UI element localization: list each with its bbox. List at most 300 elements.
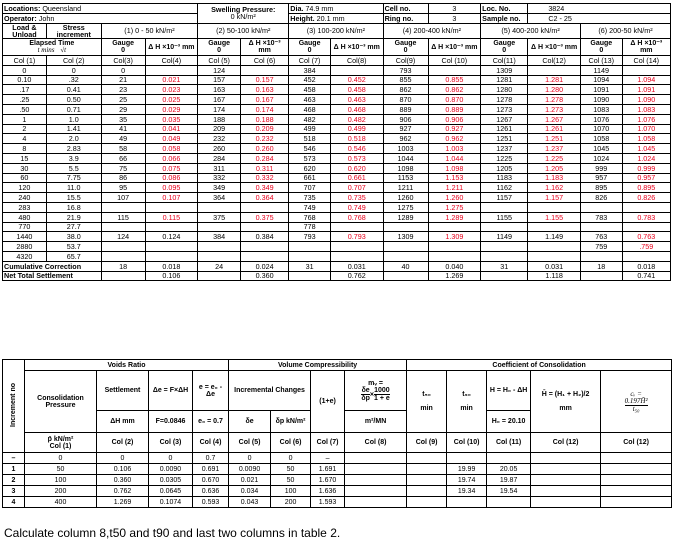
reading-cell: 1.237: [528, 144, 581, 154]
cumulative-cell: 0.018: [622, 261, 670, 271]
reading-cell: 1.267: [528, 114, 581, 124]
reading-cell: 163: [198, 85, 241, 95]
t2-col-number-7: Col (7): [311, 433, 345, 453]
cumulative-cell: 24: [198, 261, 241, 271]
reading-row: [3, 242, 671, 252]
e0-value: e₀ = 0.7: [193, 411, 229, 433]
reading-cell: 1.275: [428, 202, 481, 212]
reading-cell: [383, 222, 428, 232]
t2-cell: 100: [25, 475, 97, 486]
reading-cell: [383, 251, 428, 261]
reading-cell: [481, 242, 528, 252]
reading-cell: 35: [101, 114, 145, 124]
net-settlement-cell: 1.118: [528, 271, 581, 281]
col-number-14: Col (14): [622, 56, 670, 66]
reading-cell: 66: [101, 153, 145, 163]
reading-cell: [330, 222, 383, 232]
reading-cell: 0.035: [145, 114, 198, 124]
reading-row: [3, 104, 671, 114]
load-unload-label: Load & Unload: [3, 23, 47, 38]
reading-cell: [330, 251, 383, 261]
reading-cell: 1024: [580, 153, 622, 163]
reading-row: [3, 65, 671, 75]
reading-cell: 0.895: [622, 183, 670, 193]
reading-cell: 1.024: [622, 153, 670, 163]
reading-cell: 463: [289, 95, 331, 105]
reading-cell: 284: [198, 153, 241, 163]
reading-cell: 546: [289, 144, 331, 154]
t2-cell: [407, 453, 447, 464]
t2-cell: [531, 464, 601, 475]
reading-cell: 0.260: [241, 144, 289, 154]
reading-cell: 0.124: [145, 232, 198, 242]
cumulative-cell: 0.040: [428, 261, 481, 271]
reading-cell: [101, 222, 145, 232]
h-header: H = H₀ - ΔH: [487, 371, 531, 411]
reading-cell: 1.278: [528, 95, 581, 105]
dh-header-2: Δ H ×10⁻³ mm: [241, 39, 289, 56]
dh-header-1: Δ H ×10⁻³ mm: [145, 39, 198, 56]
p-unit-header: p̄ kN/m² Col (1): [25, 433, 97, 453]
reading-cell: 1045: [580, 144, 622, 154]
reading-cell: 21: [101, 75, 145, 85]
t2-cell: 1.269: [97, 497, 149, 508]
t2-cell: 0.034: [229, 486, 271, 497]
reading-cell: [481, 222, 528, 232]
reading-row: [3, 144, 671, 154]
t2-cell: [407, 475, 447, 486]
loc-no-label: Loc. No.: [481, 4, 528, 14]
reading-cell: 0.661: [330, 173, 383, 183]
reading-cell: 0.066: [145, 153, 198, 163]
reading-cell: [145, 242, 198, 252]
reading-row: [3, 222, 671, 232]
reading-cell: 1205: [481, 163, 528, 173]
t2-cell: 0.021: [229, 475, 271, 486]
t2-cell: 0.0645: [149, 486, 193, 497]
reading-cell: 0.862: [428, 85, 481, 95]
reading-cell: 661: [289, 173, 331, 183]
reading-cell: 1183: [481, 173, 528, 183]
reading-cell: 0.855: [428, 75, 481, 85]
col-number-2: Col (2): [46, 56, 101, 66]
reading-cell: 855: [383, 75, 428, 85]
t2-cell: [345, 486, 407, 497]
reading-cell: 29: [101, 104, 145, 114]
reading-row: [3, 193, 671, 203]
col-number-9: Col(9): [383, 56, 428, 66]
reading-cell: 1275: [383, 202, 428, 212]
net-settlement-cell: 0.762: [330, 271, 383, 281]
reading-cell: 107: [101, 193, 145, 203]
t2-cell: 0.636: [193, 486, 229, 497]
reading-cell: 0.468: [330, 104, 383, 114]
cv1-header: cᵥ = $\frac{\text{0.197H̄²}}{\text{t₅₀}}$: [601, 371, 672, 433]
reading-cell: 2.0: [46, 134, 101, 144]
reading-cell: 0.10: [3, 75, 47, 85]
reading-row: [3, 232, 671, 242]
reading-cell: [580, 222, 622, 232]
reading-cell: 167: [198, 95, 241, 105]
reading-cell: 0.906: [428, 114, 481, 124]
t2-cell: 0.0090: [229, 464, 271, 475]
reading-cell: 1.205: [528, 163, 581, 173]
reading-cell: 962: [383, 134, 428, 144]
reading-cell: 8: [3, 144, 47, 154]
reading-cell: 0.174: [241, 104, 289, 114]
reading-cell: 0.232: [241, 134, 289, 144]
reading-cell: [101, 202, 145, 212]
one-plus-e-header: (1+e): [311, 371, 345, 433]
reading-cell: 1251: [481, 134, 528, 144]
reading-cell: 1289: [383, 212, 428, 222]
reading-cell: 0.452: [330, 75, 383, 85]
t2-cell: 0: [271, 453, 311, 464]
reading-cell: 0.021: [145, 75, 198, 85]
t2-cell: 0.670: [193, 475, 229, 486]
reading-cell: 1.162: [528, 183, 581, 193]
reading-cell: [428, 251, 481, 261]
t2-cell: 200: [271, 497, 311, 508]
cumulative-correction-row: [3, 261, 671, 271]
t2-cell: [531, 475, 601, 486]
reading-cell: [428, 65, 481, 75]
reading-cell: 0.157: [241, 75, 289, 85]
t2-col-number-11: Col (11): [487, 433, 531, 453]
reading-row: [3, 202, 671, 212]
dh-header-5: Δ H ×10⁻³ mm: [528, 39, 581, 56]
reading-cell: 0.095: [145, 183, 198, 193]
reading-cell: 0.962: [428, 134, 481, 144]
reading-row: [3, 153, 671, 163]
reading-cell: [289, 242, 331, 252]
reading-row: [3, 251, 671, 261]
coefficient-consolidation-header: Coefficient of Consolidation: [407, 360, 672, 371]
dh-mm-header: ΔH mm: [97, 411, 149, 433]
t2-cell: 20.05: [487, 464, 531, 475]
reading-cell: 1058: [580, 134, 622, 144]
reading-cell: 1.280: [528, 85, 581, 95]
cumulative-cell: 0.018: [145, 261, 198, 271]
t2-cell: 0.0090: [149, 464, 193, 475]
reading-cell: 1.149: [528, 232, 581, 242]
reading-cell: [580, 251, 622, 261]
t2-cell: 4: [3, 497, 25, 508]
reading-cell: .50: [3, 104, 47, 114]
volume-compressibility-header: Volume Compressibility: [229, 360, 407, 371]
reading-cell: 1.309: [428, 232, 481, 242]
reading-cell: 793: [383, 65, 428, 75]
t2-cell: 19.74: [447, 475, 487, 486]
col-number-7: Col (7): [289, 56, 331, 66]
t2-cell: [601, 464, 672, 475]
col-number-1: Col (1): [3, 56, 47, 66]
t2-cell: –: [3, 453, 25, 464]
net-blank-cell: [198, 271, 241, 281]
reading-cell: 0.075: [145, 163, 198, 173]
t2-cell: [345, 497, 407, 508]
reading-cell: [145, 65, 198, 75]
reading-cell: [622, 202, 670, 212]
t2-cell: 0.691: [193, 464, 229, 475]
reading-cell: 1273: [481, 104, 528, 114]
reading-cell: [241, 222, 289, 232]
reading-cell: 0.999: [622, 163, 670, 173]
reading-cell: 468: [289, 104, 331, 114]
reading-cell: [481, 251, 528, 261]
cumulative-label: Cumulative Correction: [3, 261, 102, 271]
net-settlement-cell: 0.106: [145, 271, 198, 281]
cumulative-cell: 31: [481, 261, 528, 271]
reading-cell: [241, 65, 289, 75]
dp-header: δp kN/m²: [271, 411, 311, 433]
reading-cell: 375: [198, 212, 241, 222]
reading-cell: [101, 242, 145, 252]
reading-cell: 0.049: [145, 134, 198, 144]
range-5: (5) 400-200 kN/m²: [481, 23, 581, 38]
reading-cell: 870: [383, 95, 428, 105]
range-6: (6) 200-50 kN/m²: [580, 23, 670, 38]
t2-col-number-8: Col (8): [345, 433, 407, 453]
reading-cell: [528, 65, 581, 75]
t2-cell: 2: [3, 475, 25, 486]
cumulative-cell: 40: [383, 261, 428, 271]
reading-cell: 364: [198, 193, 241, 203]
reading-cell: 1.153: [428, 173, 481, 183]
reading-cell: 0.029: [145, 104, 198, 114]
reading-cell: 0.209: [241, 124, 289, 134]
net-settlement-cell: 0.360: [241, 271, 289, 281]
settlement-header: Settlement: [97, 371, 149, 411]
reading-cell: 95: [101, 183, 145, 193]
reading-cell: 1280: [481, 85, 528, 95]
reading-cell: 1.003: [428, 144, 481, 154]
reading-cell: 0.458: [330, 85, 383, 95]
reading-cell: 895: [580, 183, 622, 193]
t90-header: t₉₀ min: [447, 371, 487, 433]
t2-cell: 0: [25, 453, 97, 464]
t2-col-number-10: Col (10): [447, 433, 487, 453]
reading-cell: 0.763: [622, 232, 670, 242]
t2-cell: 1.691: [311, 464, 345, 475]
loc-no-value: 3824: [528, 4, 671, 14]
t2-cell: 1: [3, 464, 25, 475]
reading-cell: 3.9: [46, 153, 101, 163]
reading-cell: 1225: [481, 153, 528, 163]
t2-cell: [407, 497, 447, 508]
t2-cell: 0.043: [229, 497, 271, 508]
t2-row: [3, 497, 672, 508]
reading-cell: 620: [289, 163, 331, 173]
t2-cell: 50: [25, 464, 97, 475]
consolidation-summary-table: [2, 359, 672, 508]
t2-col-number-12: Col (12): [531, 433, 601, 453]
t2-row: [3, 486, 672, 497]
reading-cell: 21.9: [46, 212, 101, 222]
range-3: (3) 100-200 kN/m²: [289, 23, 383, 38]
cumulative-cell: 0.031: [528, 261, 581, 271]
col-number-13: Col (13): [580, 56, 622, 66]
reading-cell: 124: [101, 232, 145, 242]
reading-cell: 1.098: [428, 163, 481, 173]
reading-cell: 0.284: [241, 153, 289, 163]
t2-cell: 19.54: [487, 486, 531, 497]
reading-cell: [198, 251, 241, 261]
reading-cell: 1.41: [46, 124, 101, 134]
reading-cell: 1211: [383, 183, 428, 193]
reading-cell: 1.225: [528, 153, 581, 163]
reading-cell: 749: [289, 202, 331, 212]
voids-ratio-header: Voids Ratio: [25, 360, 229, 371]
reading-cell: 1149: [580, 65, 622, 75]
reading-cell: 1.251: [528, 134, 581, 144]
reading-cell: 0.499: [330, 124, 383, 134]
reading-row: [3, 163, 671, 173]
reading-cell: [145, 251, 198, 261]
reading-cell: 0.826: [622, 193, 670, 203]
reading-cell: 7.75: [46, 173, 101, 183]
gauge-header-6: Gauge 0: [580, 39, 622, 56]
reading-cell: 0.749: [330, 202, 383, 212]
reading-cell: [528, 202, 581, 212]
reading-cell: 157: [198, 75, 241, 85]
t2-cell: 0.106: [97, 464, 149, 475]
hbar-header: H̄ = (H₁ + H₂)/2 mm: [531, 371, 601, 433]
reading-cell: 999: [580, 163, 622, 173]
reading-cell: 0: [46, 65, 101, 75]
net-blank-cell: [580, 271, 622, 281]
reading-cell: 0.735: [330, 193, 383, 203]
reading-cell: 1070: [580, 124, 622, 134]
reading-cell: 768: [289, 212, 331, 222]
reading-cell: 1: [3, 114, 47, 124]
reading-cell: 1.044: [428, 153, 481, 163]
reading-cell: 1.261: [528, 124, 581, 134]
reading-cell: 458: [289, 85, 331, 95]
col-number-10: Col (10): [428, 56, 481, 66]
reading-cell: 1281: [481, 75, 528, 85]
reading-cell: 283: [3, 202, 47, 212]
col-number-row: [3, 56, 671, 66]
col-number-8: Col(8): [330, 56, 383, 66]
reading-cell: [528, 222, 581, 232]
reading-cell: 15.5: [46, 193, 101, 203]
reading-cell: [528, 251, 581, 261]
reading-row: [3, 75, 671, 85]
h0-value: H₀ = 20.10: [487, 411, 531, 433]
t2-cell: 50: [271, 464, 311, 475]
reading-cell: 906: [383, 114, 428, 124]
reading-cell: 0: [3, 65, 47, 75]
reading-cell: 889: [383, 104, 428, 114]
gauge-header-3: Gauge 0: [289, 39, 331, 56]
reading-cell: 1090: [580, 95, 622, 105]
dh-header-6: Δ H ×10⁻³ mm: [622, 39, 670, 56]
t2-cell: 19.99: [447, 464, 487, 475]
reading-cell: 1278: [481, 95, 528, 105]
ring-no-value: 3: [428, 13, 481, 23]
t2-cell: [447, 453, 487, 464]
reading-cell: 1.0: [46, 114, 101, 124]
reading-cell: [330, 65, 383, 75]
reading-cell: 0.188: [241, 114, 289, 124]
reading-cell: 1149: [481, 232, 528, 242]
reading-cell: [528, 242, 581, 252]
t2-cell: 0: [229, 453, 271, 464]
reading-cell: 0.518: [330, 134, 383, 144]
cumulative-cell: 31: [289, 261, 331, 271]
dh-header-4: Δ H ×10⁻³ mm: [428, 39, 481, 56]
reading-cell: 124: [198, 65, 241, 75]
reading-cell: 0.041: [145, 124, 198, 134]
cumulative-cell: 0.031: [330, 261, 383, 271]
reading-cell: 1044: [383, 153, 428, 163]
t2-cell: 0.593: [193, 497, 229, 508]
t2-col-number-4: Col (4): [193, 433, 229, 453]
reading-cell: 0.889: [428, 104, 481, 114]
gauge-header-4: Gauge 0: [383, 39, 428, 56]
consolidation-pressure-header: Consolidation Pressure: [25, 371, 97, 433]
reading-cell: 1.094: [622, 75, 670, 85]
reading-cell: .25: [3, 95, 47, 105]
reading-cell: 759: [580, 242, 622, 252]
de-small-header: δe: [229, 411, 271, 433]
reading-cell: 0.71: [46, 104, 101, 114]
reading-cell: 0.086: [145, 173, 198, 183]
dia-cell: Dia. 74.9 mm: [289, 4, 383, 14]
increment-no-label: Increment no: [3, 360, 25, 453]
reading-cell: 1.091: [622, 85, 670, 95]
t2-cell: 200: [25, 486, 97, 497]
mv-unit: m²/MN: [345, 411, 407, 433]
reading-row: [3, 183, 671, 193]
cell-no-value: 3: [428, 4, 481, 14]
net-settlement-cell: 0.741: [622, 271, 670, 281]
reading-cell: [481, 202, 528, 212]
reading-cell: 120: [3, 183, 47, 193]
reading-cell: [198, 222, 241, 232]
t2-cell: [531, 486, 601, 497]
net-blank-cell: [383, 271, 428, 281]
col-number-12: Col(12): [528, 56, 581, 66]
reading-cell: 2: [3, 124, 47, 134]
reading-cell: 53.7: [46, 242, 101, 252]
reading-cell: 41: [101, 124, 145, 134]
reading-cell: 1162: [481, 183, 528, 193]
reading-row: [3, 85, 671, 95]
reading-cell: 23: [101, 85, 145, 95]
reading-cell: 2.83: [46, 144, 101, 154]
reading-cell: 0.023: [145, 85, 198, 95]
reading-cell: [330, 242, 383, 252]
reading-cell: 27.7: [46, 222, 101, 232]
reading-cell: 0.50: [46, 95, 101, 105]
reading-cell: 0.025: [145, 95, 198, 105]
reading-cell: [198, 202, 241, 212]
reading-cell: [383, 242, 428, 252]
reading-cell: [198, 242, 241, 252]
t2-cell: [407, 464, 447, 475]
reading-cell: 1153: [383, 173, 428, 183]
reading-cell: 1309: [481, 65, 528, 75]
reading-cell: 0.707: [330, 183, 383, 193]
t2-cell: [345, 464, 407, 475]
reading-cell: 480: [3, 212, 47, 222]
col-number-11: Col(11): [481, 56, 528, 66]
t2-cell: 0.360: [97, 475, 149, 486]
reading-cell: 1.281: [528, 75, 581, 85]
reading-cell: [241, 251, 289, 261]
